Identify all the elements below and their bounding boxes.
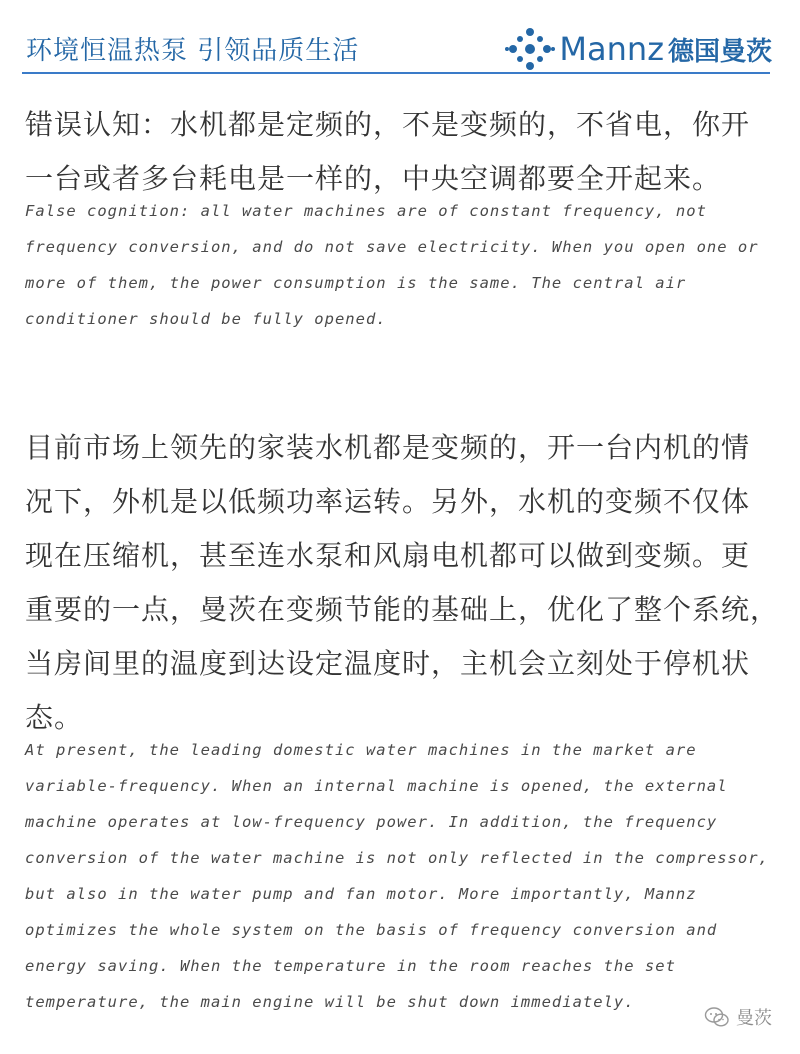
text-line: 目前市场上领先的家装水机都是变频的，开一台内机的情 — [25, 431, 751, 464]
text-line: machine operates at low-frequency power. In addition, the frequency — [25, 813, 718, 831]
text-line: 现在压缩机，甚至连水泵和风扇电机都可以做到变频。更 — [25, 539, 751, 572]
wechat-watermark — [704, 1004, 772, 1030]
text-line: conversion of the water machine is not only reflected in the compressor, — [25, 849, 769, 867]
text-line: 态。 — [25, 701, 84, 734]
brand-name: Mannz — [559, 30, 664, 68]
header-slogan: 环境恒温热泵 引领品质生活 — [26, 36, 360, 66]
text-line: more of them, the power consumption is the same. The central air — [25, 274, 687, 292]
text-line: 一台或者多台耗电是一样的，中央空调都要全开起来。 — [25, 162, 722, 195]
misconception-english — [25, 193, 759, 337]
explanation-chinese — [25, 421, 779, 745]
text-line: At present, the leading domestic water machines in the market are — [25, 741, 697, 759]
text-line: 当房间里的温度到达设定温度时，主机会立刻处于停机状 — [25, 647, 751, 680]
misconception-chinese — [25, 98, 750, 206]
brand-mark-icon — [505, 26, 555, 72]
text-line: variable-frequency. When an internal machine is opened, the external — [25, 777, 728, 795]
text-line: 重要的一点，曼茨在变频节能的基础上，优化了整个系统， — [25, 593, 780, 626]
text-line: energy saving. When the temperature in the room reaches the set — [25, 957, 676, 975]
wechat-account-name: 曼茨 — [736, 1008, 772, 1029]
text-line: frequency conversion, and do not save electricity. When you open one or — [25, 238, 759, 256]
text-line: 错误认知：水机都是定频的，不是变频的，不省电，你开 — [25, 108, 751, 141]
brand-chinese-name: 德国曼茨 — [667, 36, 772, 67]
text-line: conditioner should be fully opened. — [25, 310, 387, 328]
text-line: 况下，外机是以低频功率运转。另外，水机的变频不仅体 — [25, 485, 751, 518]
page-header — [22, 22, 772, 74]
text-line: False cognition: all water machines are of constant frequency, not — [25, 202, 707, 220]
text-line: optimizes the whole system on the basis of frequency conversion and — [25, 921, 718, 939]
text-line: temperature, the main engine will be shut down immediately. — [25, 993, 635, 1011]
wechat-icon — [704, 1006, 730, 1028]
brand-logo — [505, 26, 772, 72]
text-line: but also in the water pump and fan motor. More importantly, Mannz — [25, 885, 697, 903]
explanation-english — [25, 732, 769, 1020]
header-divider — [22, 72, 770, 74]
